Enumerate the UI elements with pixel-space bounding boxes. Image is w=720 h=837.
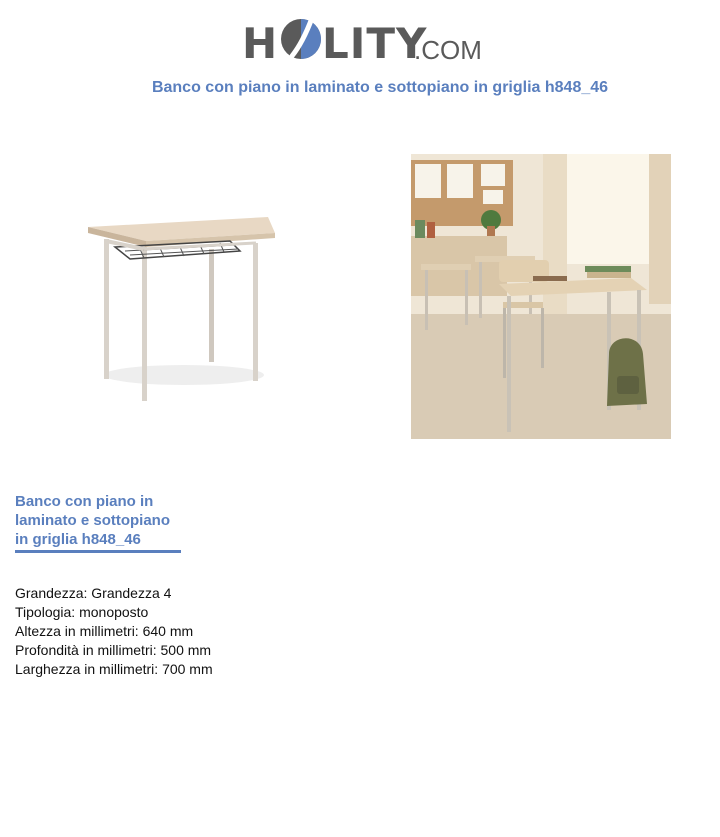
spec-value: 700 mm: [162, 661, 213, 677]
classroom-photo: [411, 154, 671, 439]
spec-row-tipologia: [15, 603, 213, 622]
product-title: Banco con piano in laminato e sottopiano in griglia h848_46: [15, 492, 181, 553]
page-title: Banco con piano in laminato e sottopiano in griglia h848_46: [151, 79, 609, 96]
holity-logo[interactable]: [242, 12, 482, 70]
spec-value: 500 mm: [160, 642, 212, 658]
spec-label: Altezza in millimetri:: [15, 623, 139, 639]
spec-value: 640 mm: [142, 623, 194, 639]
spec-label: Tipologia:: [15, 604, 76, 620]
logo-letter-h: H: [242, 19, 279, 68]
product-image-desk: [80, 205, 285, 410]
spec-row-larghezza: [15, 660, 213, 679]
spec-value: monoposto: [79, 604, 149, 620]
logo-suffix: .COM: [414, 35, 482, 65]
spec-label: Grandezza:: [15, 585, 88, 601]
logo-letters-lity: LITY: [322, 19, 428, 68]
spec-label: Larghezza in millimetri:: [15, 661, 159, 677]
spec-row-altezza: [15, 622, 213, 641]
spec-value: Grandezza 4: [91, 585, 172, 601]
globe-pin-icon: [278, 12, 324, 66]
spec-row-profondita: [15, 641, 213, 660]
spec-row-grandezza: [15, 584, 213, 603]
product-specs: [15, 584, 213, 679]
spec-label: Profondità in millimetri:: [15, 642, 157, 658]
